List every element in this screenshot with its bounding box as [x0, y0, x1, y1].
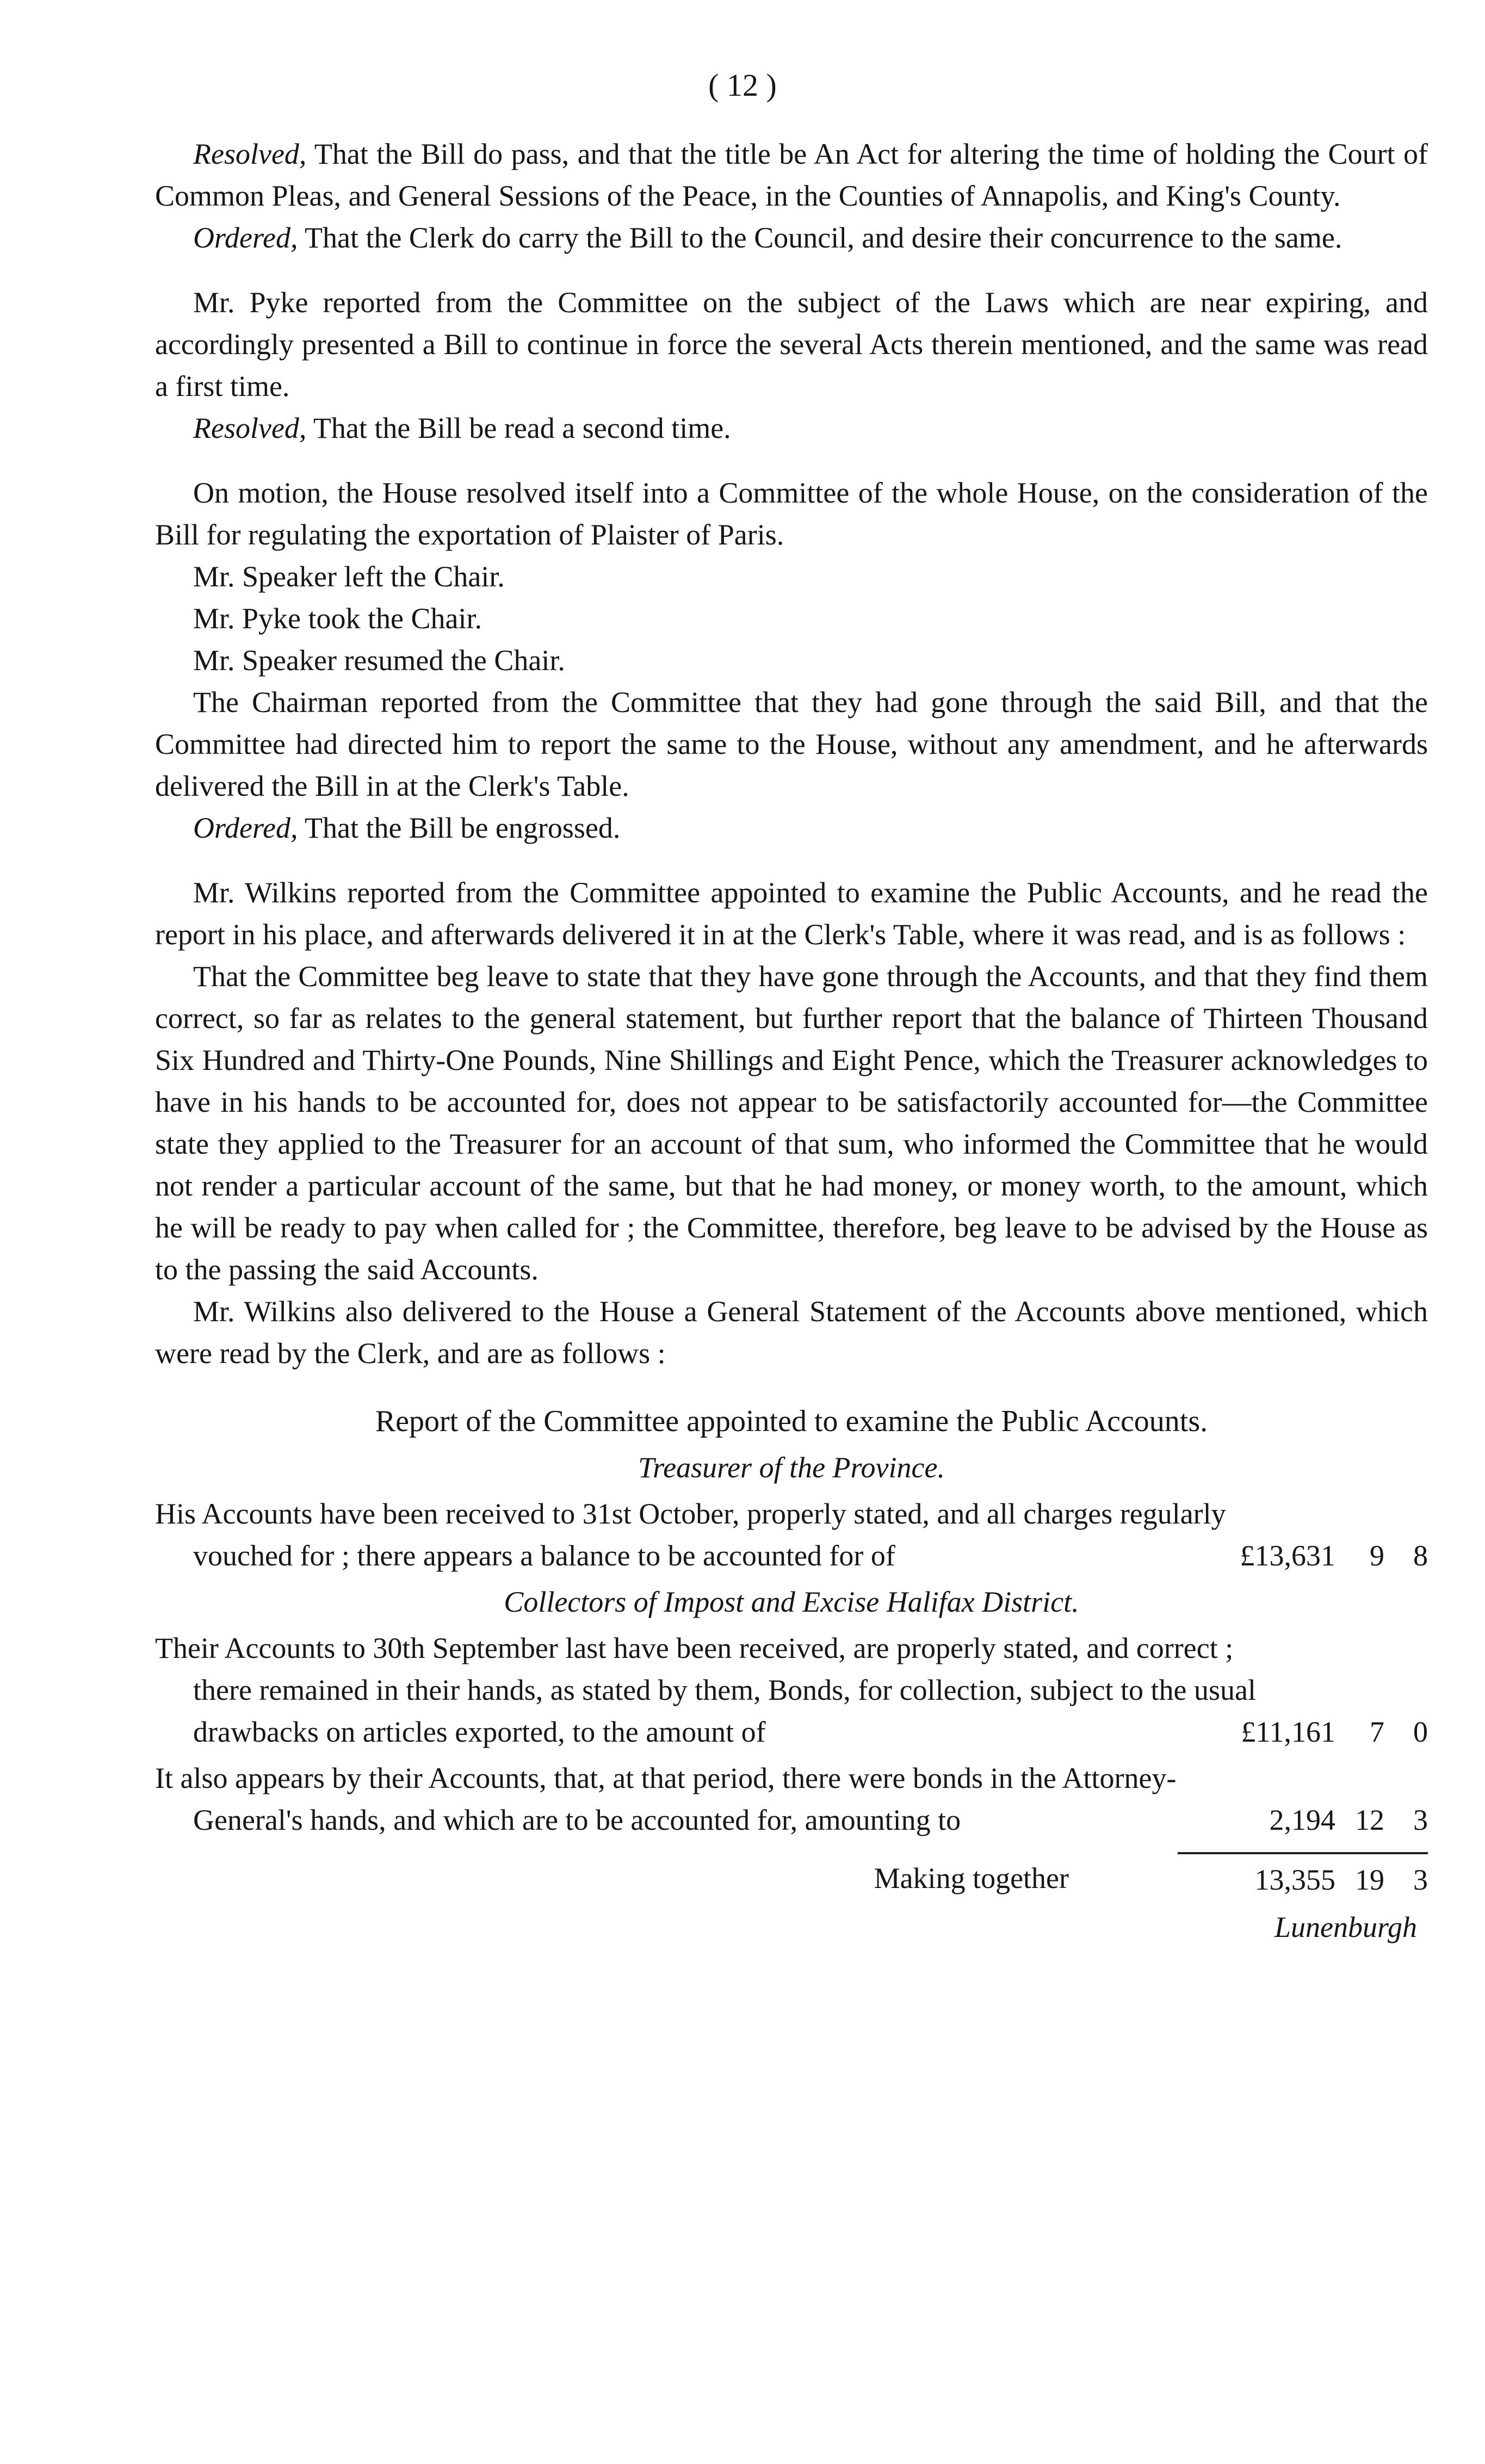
treasurer-amount: £13,631 9 8	[1240, 1539, 1428, 1572]
paragraph-speaker-left: Mr. Speaker left the Chair.	[193, 560, 505, 593]
paragraph-committee-statement: That the Committee beg leave to state that they have gone through the Accounts, and that they find them correct, so far as relates to the general statement, but further report that the balance of Thirteen Thousand Six Hundred and Thirty-One Pounds, Nine Shillings and Eight Pence, which the Treasurer acknowledges to have in his hands to be accounted for, does not appear to be satisfactorily accounted for—the Committee state they applied to the Treasurer for an account of that sum, who informed the Committee that he would not render a particular account of the same, but that he had money, or money worth, to the amount, which he will be ready to pay when called for ; the Committee, therefore, beg leave to be advised by the House as to the passing the said Accounts.	[155, 960, 1428, 1286]
report-heading: Report of the Committee appointed to examine the Public Accounts.	[375, 1404, 1208, 1438]
paragraph-wilkins-delivered: Mr. Wilkins also delivered to the House a General Statement of the Accounts above mentioned, which were read by the Clerk, and are as follows :	[155, 1295, 1428, 1370]
collectors-amount-attorney: 2,194 12 3	[1269, 1804, 1428, 1836]
paragraph-speaker-resumed: Mr. Speaker resumed the Chair.	[193, 644, 565, 677]
collectors-entry-attorney	[155, 1757, 1428, 1841]
treasurer-entry	[155, 1493, 1428, 1577]
paragraph-pyke-chair: Mr. Pyke took the Chair.	[193, 602, 482, 635]
paragraph-ordered-engrossed: Ordered, That the Bill be engrossed.	[193, 812, 621, 844]
paragraph-resolved-pass: Resolved, That the Bill do pass, and that the title be An Act for altering the time of holding the Court of Common Pleas, and General Sessions of the Peace, in the Counties of Annapolis, and King's County.	[155, 138, 1428, 212]
catchword: Lunenburgh	[1274, 1911, 1417, 1943]
paragraph-chairman-reported: The Chairman reported from the Committee that they had gone through the said Bill, and that the Committee had directed him to report the same to the House, without any amendment, and he afterwards delivered the Bill in at the Clerk's Table.	[155, 686, 1428, 802]
page-number: ( 12 )	[708, 67, 777, 103]
collectors-entry-bonds	[155, 1627, 1428, 1753]
collectors-text-bonds: Their Accounts to 30th September last have been received, are properly stated, and correct ; there remained in their hands, as stated by them, Bonds, for collection, subject to the usual drawbacks on articles exported, to the amount of	[155, 1632, 1256, 1748]
collectors-text-attorney: It also appears by their Accounts, that, at that period, there were bonds in the Attorney-General's hands, and which are to be accounted for, amounting to	[155, 1762, 1177, 1836]
sum-rule	[1178, 1852, 1428, 1854]
treasurer-text: His Accounts have been received to 31st October, properly stated, and all charges regularly vouched for ; there appears a balance to be accounted for of	[155, 1497, 1226, 1572]
paragraph-wilkins-reported: Mr. Wilkins reported from the Committee appointed to examine the Public Accounts, and he read the report in his place, and afterwards delivered it in at the Clerk's Table, where it was read, and is as follows :	[155, 876, 1428, 951]
page-body	[155, 133, 1428, 1948]
total-amount: 13,355 19 3	[1254, 1864, 1428, 1896]
collectors-amount-bonds: £11,161 7 0	[1241, 1716, 1428, 1748]
treasurer-heading: Treasurer of the Province.	[638, 1451, 945, 1484]
total-label: Making together	[874, 1862, 1069, 1895]
total-row	[155, 1858, 1428, 1901]
paragraph-pyke-report: Mr. Pyke reported from the Committee on the subject of the Laws which are near expiring, and accordingly presented a Bill to continue in force the several Acts therein mentioned, and the same was read a first time.	[155, 286, 1428, 403]
collectors-heading: Collectors of Impost and Excise Halifax District.	[504, 1586, 1079, 1618]
paragraph-ordered-council: Ordered, That the Clerk do carry the Bill to the Council, and desire their concurrence to the same.	[193, 221, 1342, 254]
paragraph-resolved-second: Resolved, That the Bill be read a second time.	[193, 412, 731, 444]
paragraph-on-motion: On motion, the House resolved itself into a Committee of the whole House, on the consideration of the Bill for regulating the exportation of Plaister of Paris.	[155, 476, 1428, 551]
